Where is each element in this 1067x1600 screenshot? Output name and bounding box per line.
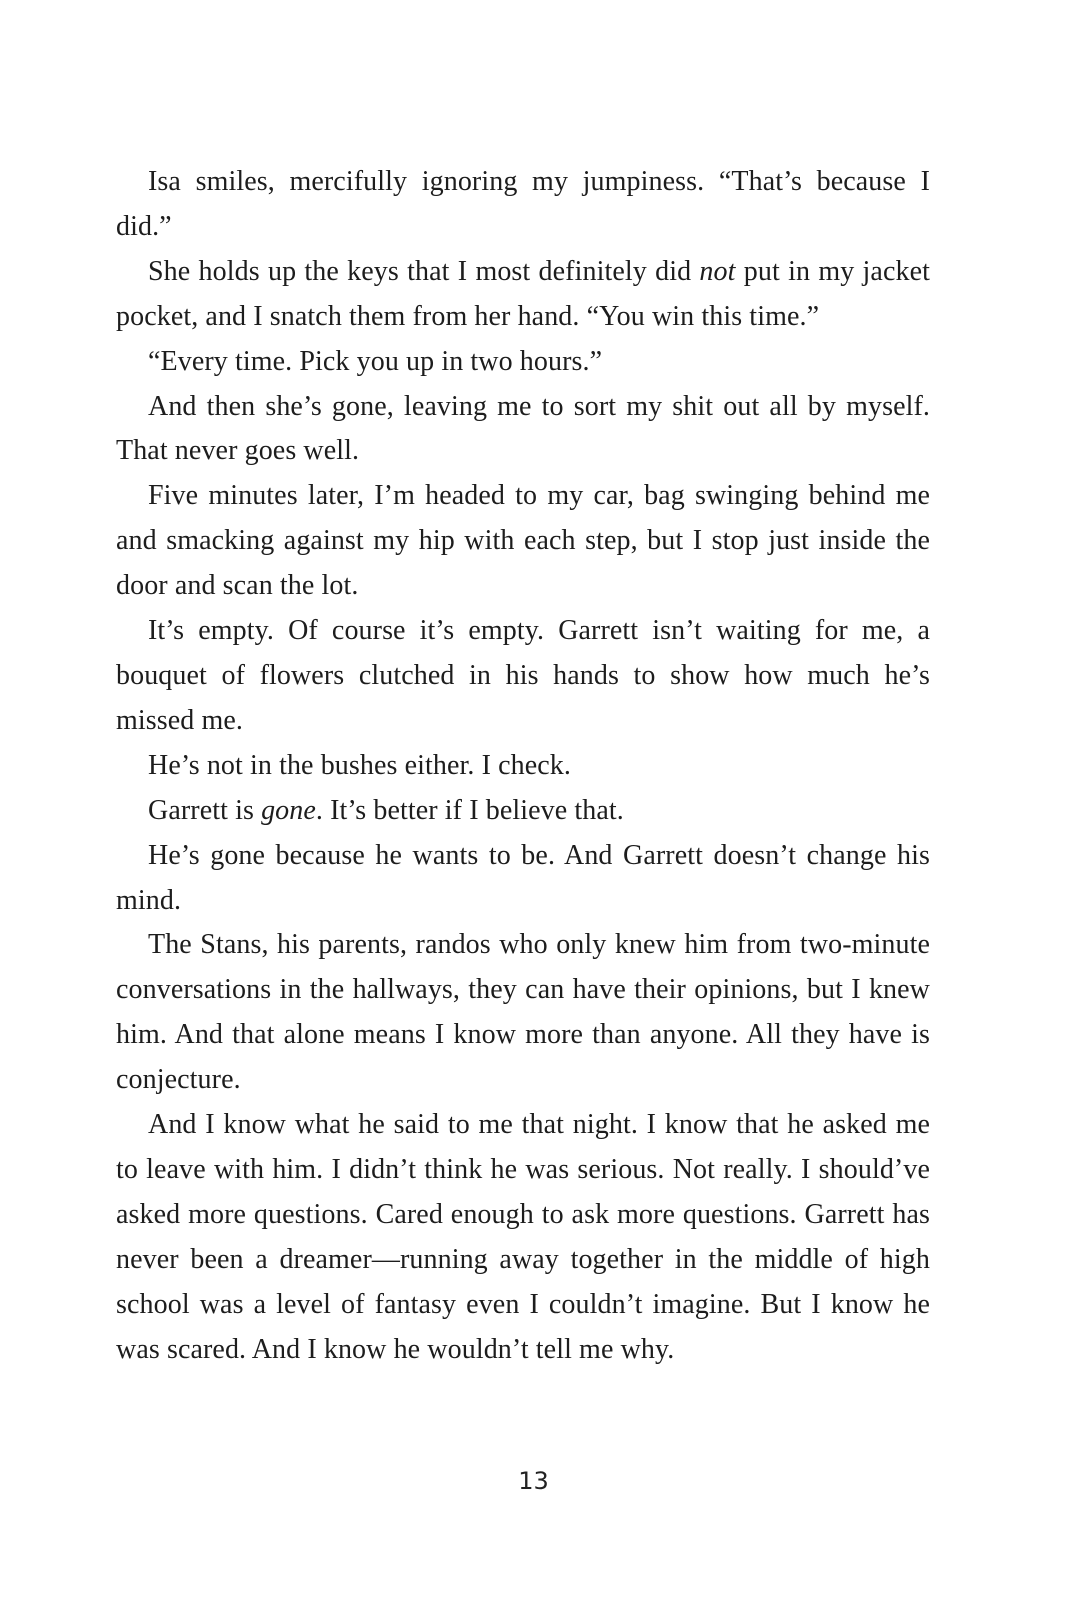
paragraph xyxy=(116,923,930,1103)
text-segment: The Stans, his parents, randos who only knew him from two-minute conversations in the hallways, they can have their opinions, but I knew him. And that alone means I know more than anyone. All they have is conjecture. xyxy=(116,929,930,1096)
paragraph xyxy=(116,160,930,250)
text-segment: Five minutes later, I’m headed to my car, bag swinging behind me and smacking against my hip with each step, but I stop just inside the door and scan the lot. xyxy=(116,480,930,602)
text-segment: Isa smiles, mercifully ignoring my jumpiness. “That’s because I did.” xyxy=(116,166,930,242)
paragraph xyxy=(116,250,930,340)
text-segment: And I know what he said to me that night. I know that he asked me to leave with him. I didn’t think he was serious. Not really. I should’ve asked more questions. Cared enough to ask more questions. Garrett has never been a dreamer—running away together in the middle of high school was a level of fantasy even I couldn’t imagine. But I know he was scared. And I know he wouldn’t tell me why. xyxy=(116,1109,930,1365)
emphasis-text: gone xyxy=(261,794,316,826)
text-segment: He’s gone because he wants to be. And Garrett doesn’t change his mind. xyxy=(116,839,930,916)
text-segment: He’s not in the bushes either. I check. xyxy=(148,749,572,781)
text-segment: She holds up the keys that I most definitely did xyxy=(148,255,700,287)
text-segment: . It’s better if I believe that. xyxy=(315,794,624,826)
paragraph xyxy=(116,609,930,744)
paragraph xyxy=(116,834,930,924)
text-segment: put in my jacket pocket, and I snatch them from her hand. “You win this time.” xyxy=(116,255,930,332)
paragraph xyxy=(116,744,930,789)
text-segment: It’s empty. Of course it’s empty. Garrett isn’t waiting for me, a bouquet of flowers clutched in his hands to show how much he’s missed me. xyxy=(116,615,930,736)
paragraph xyxy=(116,385,930,475)
paragraph xyxy=(116,1103,930,1372)
text-segment: “Every time. Pick you up in two hours.” xyxy=(148,345,603,377)
text-segment: And then she’s gone, leaving me to sort my shit out all by myself. That never goes well. xyxy=(116,390,930,467)
emphasis-text: not xyxy=(699,255,736,287)
paragraph xyxy=(116,340,930,385)
paragraph xyxy=(116,789,930,834)
text-segment: Garrett is xyxy=(148,794,262,826)
body-text xyxy=(116,160,930,1372)
page-number: 13 xyxy=(518,1467,549,1495)
paragraph xyxy=(116,474,930,609)
